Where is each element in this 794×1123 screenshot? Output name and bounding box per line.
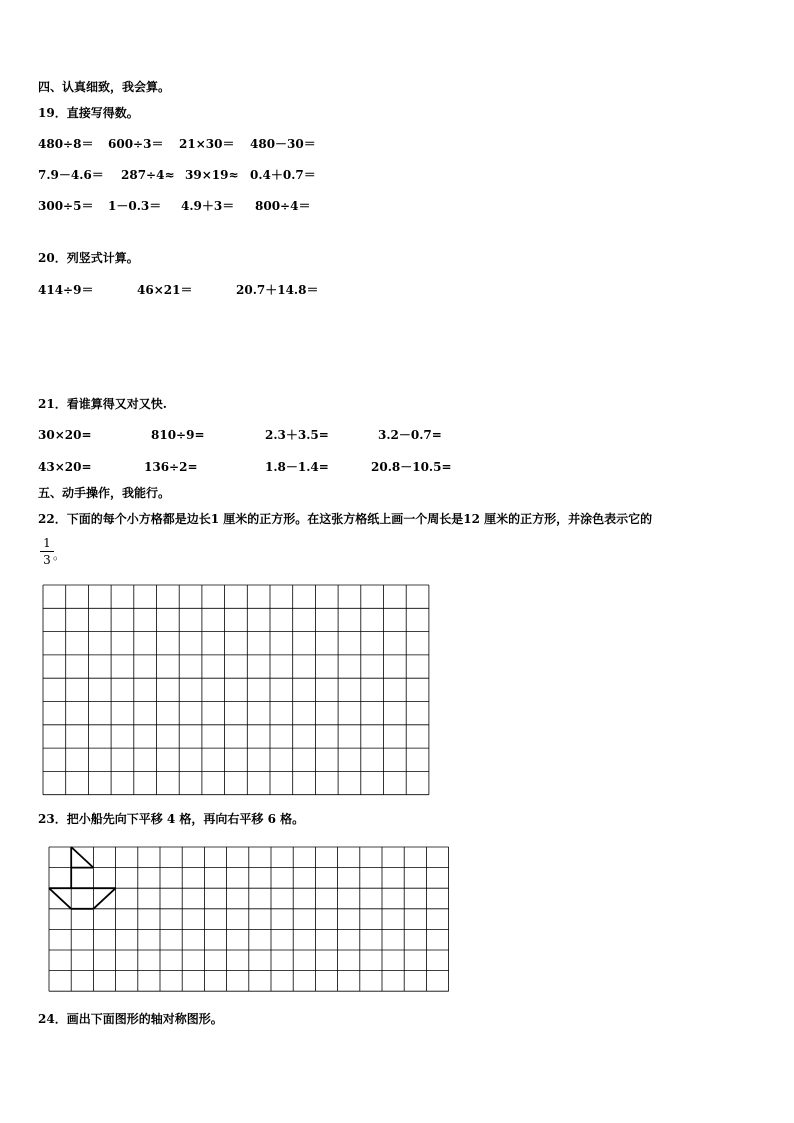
q19-item: 300÷5＝ (38, 199, 94, 213)
q21-item: 1.8－1.4= (265, 460, 329, 474)
q21-item: 20.8－10.5= (371, 460, 452, 474)
q21-item: 30×20= (38, 428, 92, 442)
fraction-numerator: 1 (43, 536, 51, 550)
q19-item: 287÷4≈ (121, 168, 175, 182)
q23-title: 23．把小船先向下平移 4 格，再向右平移 6 格。 (38, 812, 305, 826)
one-third-fraction (40, 536, 54, 567)
fraction-period: 。 (53, 548, 66, 562)
q21-item: 43×20= (38, 460, 92, 474)
q20-item: 414÷9＝ (38, 283, 94, 297)
q21-item: 3.2－0.7= (378, 428, 442, 442)
q19-item: 39×19≈ (185, 168, 239, 182)
q20-title: 20．列竖式计算。 (38, 251, 139, 265)
boat-hull-left (49, 888, 71, 909)
q19-item: 600÷3＝ (108, 137, 164, 151)
q22-grid-paper[interactable] (42, 584, 432, 798)
fraction-denominator: 3 (43, 553, 51, 567)
q21-item: 136÷2= (144, 460, 198, 474)
section-4-heading: 四、认真细致，我会算。 (38, 80, 171, 94)
boat-sail-diagonal (71, 847, 93, 868)
q19-item: 480－30＝ (250, 137, 316, 151)
q19-item: 480÷8＝ (38, 137, 94, 151)
q19-item: 7.9－4.6＝ (38, 168, 104, 182)
q20-item: 20.7＋14.8＝ (236, 283, 319, 297)
q19-item: 0.4＋0.7＝ (250, 168, 316, 182)
q19-title: 19．直接写得数。 (38, 106, 139, 120)
q19-item: 800÷4＝ (255, 199, 311, 213)
q24-title: 24．画出下面图形的轴对称图形。 (38, 1012, 223, 1026)
q19-item: 1－0.3＝ (108, 199, 162, 213)
section-5-heading: 五、动手操作，我能行。 (38, 486, 171, 500)
q21-title: 21．看谁算得又对又快. (38, 397, 167, 411)
q19-item: 21×30＝ (179, 137, 235, 151)
q20-item: 46×21＝ (137, 283, 193, 297)
q23-grid-paper[interactable] (48, 846, 452, 992)
q21-item: 2.3＋3.5= (265, 428, 329, 442)
boat-hull-right (93, 888, 115, 909)
fraction-bar (40, 551, 54, 552)
q22-title: 22．下面的每个小方格都是边长1 厘米的正方形。在这张方格纸上画一个周长是12 厘米的正方形，并涂色表示它的 (38, 512, 653, 526)
q21-item: 810÷9= (151, 428, 205, 442)
q19-item: 4.9＋3＝ (181, 199, 235, 213)
